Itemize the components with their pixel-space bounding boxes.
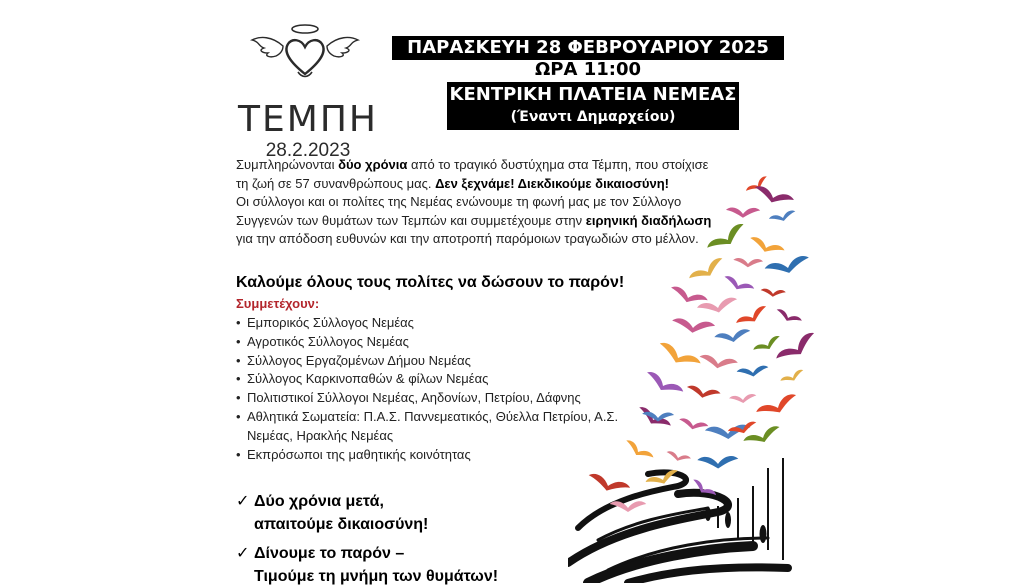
participant-name: Πολιτιστικοί Σύλλογοι Νεμέας, Αηδονίων, Πετρίου, Δάφνης [247, 390, 581, 406]
slogan-justice [236, 490, 428, 536]
bird-icon [623, 439, 655, 464]
participant-name: Σύλλογος Εργαζομένων Δήμου Νεμέας [247, 352, 471, 368]
bird-icon [678, 417, 709, 432]
bird-icon [643, 370, 685, 400]
participant-name: Σύλλογος Καρκινοπαθών & φίλων Νεμέας [247, 371, 489, 387]
slogan-line: Δίνουμε το παρόν – [254, 545, 405, 562]
bullet: • [236, 446, 241, 462]
bird-icon [671, 317, 715, 335]
bird-icon [697, 456, 738, 470]
participant-name: Αθλητικά Σωματεία: Π.Α.Σ. Παννεμεατικός, Θύελλα Πετρίου, Α.Σ. Νεμέας, Ηρακλής Νεμέας [247, 408, 619, 443]
event-date-banner: ΠΑΡΑΣΚΕΥΗ 28 ΦΕΒΡΟΥΑΡΙΟΥ 2025 [392, 36, 784, 60]
bird-icon [768, 209, 797, 224]
logo-date: 28.2.2023 [265, 140, 351, 161]
bird-icon [752, 185, 795, 209]
intro-p1-bold-slogan: Δεν ξεχνάμε! Διεκδικούμε δικαιοσύνη! [435, 175, 669, 191]
check-icon: ✓ [236, 545, 250, 562]
bird-icon [764, 254, 811, 278]
slogan-line: απαιτούμε δικαιοσύνη! [254, 516, 429, 533]
event-place: ΚΕΝΤΡΙΚΗ ΠΛΑΤΕΙΑ ΝΕΜΕΑΣ [449, 84, 737, 105]
bullet: • [236, 390, 241, 406]
invitation-heading: Καλούμε όλους τους πολίτες να δώσουν το παρόν! [236, 274, 625, 291]
bird-icon [665, 450, 691, 464]
slogan-line: Τιμούμε τη μνήμη των θυμάτων! [254, 568, 499, 585]
bird-icon [642, 412, 674, 423]
bird-icon [774, 308, 802, 327]
bird-icon [722, 275, 755, 296]
bullet: • [236, 352, 241, 368]
slogan-line: Δύο χρόνια μετά, [254, 493, 384, 510]
bird-icon [760, 288, 786, 298]
bird-icon [698, 354, 738, 371]
bird-icon [706, 222, 749, 256]
bird-icon [685, 385, 720, 401]
birds-over-railway-illustration [568, 168, 818, 583]
intro-p2-text: Οι σύλλογοι και οι πολίτες της Νεμέας ενώνουμε τη φωνή μας με τον Σύλλογο Συγγενών των θυμάτων των Τεμπών και συμμετέχουμε στην [236, 194, 682, 228]
participant-name: Εκπρόσωποι της μαθητικής κοινότητας [247, 446, 471, 462]
intro-p1-bold-years: δύο χρόνια [338, 157, 408, 172]
bird-icon [736, 365, 769, 379]
bird-icon [735, 304, 770, 329]
check-icon: ✓ [236, 493, 250, 510]
participants-title: Συμμετέχουν: [236, 296, 320, 311]
bird-icon [714, 328, 752, 345]
slogan-memory [236, 542, 498, 588]
bullet: • [236, 315, 241, 330]
bird-icon [780, 368, 806, 385]
event-place-note: (Έναντι Δημαρχείου) [510, 109, 676, 125]
intro-p2-text-2: για την απόδοση ευθυνών και την αποτροπή παρόμοιων τραγωδιών στο μέλλον. [236, 231, 699, 247]
bird-icon [747, 235, 785, 258]
bird-icon [729, 394, 757, 405]
intro-p2-bold-demonstration: ειρηνική διαδήλωση [585, 212, 712, 228]
winged-heart-with-halo-icon [250, 22, 360, 84]
bird-icon [733, 258, 763, 268]
participant-name: Εμπορικός Σύλλογος Νεμέας [247, 315, 414, 330]
logo-wordmark: ΤΕΜΠΗ [238, 99, 378, 140]
bird-icon [774, 330, 818, 367]
temph-logo [228, 22, 378, 161]
bird-icon [635, 405, 672, 433]
bullet: • [236, 333, 241, 349]
bullet: • [236, 371, 241, 387]
intro-p1-text: Συμπληρώνονται [236, 157, 339, 172]
event-place-banner [447, 82, 739, 130]
participant-name: Αγροτικός Σύλλογος Νεμέας [247, 333, 409, 349]
railway-track [568, 472, 788, 583]
bullet: • [236, 408, 241, 424]
bird-icon [755, 392, 800, 421]
bird-icon [752, 334, 782, 355]
bird-icon [726, 207, 760, 218]
bird-icon [586, 472, 631, 497]
bird-icon [655, 341, 702, 373]
bird-icon [688, 256, 727, 286]
event-time: ΩΡΑ 11:00 [535, 59, 641, 80]
intro-p1-text-2: από το τραγικό δυστύχημα στα Τέμπη, που στοίχισε τη ζωή σε 57 συνανθρώπους μας. [236, 157, 709, 191]
